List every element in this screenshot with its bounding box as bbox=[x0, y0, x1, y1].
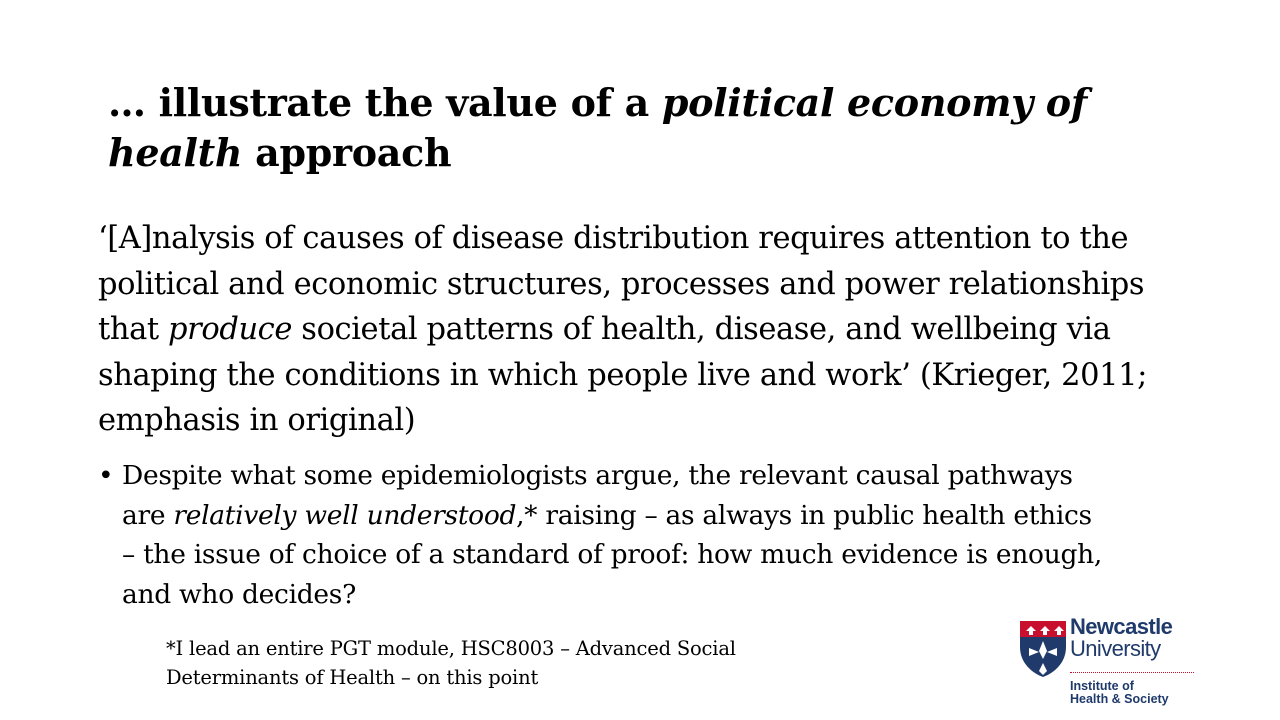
logo-institute-line-2: Health & Society bbox=[1070, 692, 1169, 706]
quote-text-1: ‘[A]nalysis of causes of disease distribution requires attention to the political and economic structures, processes and power relationships that bbox=[98, 221, 1145, 347]
quote-text-2: societal patterns of health, disease, and wellbeing via shaping the conditions in which people live and work’ (Krieger, 2011; emphasis in original) bbox=[98, 312, 1147, 438]
logo-divider bbox=[1070, 672, 1194, 673]
footnote-line-1: *I lead an entire PGT module, HSC8003 – Advanced Social bbox=[166, 637, 736, 660]
logo-institute bbox=[1070, 680, 1169, 706]
logo-wordmark bbox=[1070, 616, 1172, 660]
bullet-italic: relatively well understood bbox=[173, 499, 517, 531]
university-crest-icon bbox=[1018, 619, 1068, 679]
logo-line-1: Newcastle bbox=[1070, 614, 1173, 639]
title-text-2: approach bbox=[242, 130, 452, 175]
bullet-text-1: Despite what some epidemiologists argue, the relevant causal pathways are bbox=[122, 460, 1073, 531]
bullet-point bbox=[98, 456, 1108, 614]
logo-institute-line-1: Institute of bbox=[1070, 679, 1134, 693]
quote-italic: produce bbox=[168, 312, 293, 347]
university-logo bbox=[1018, 616, 1198, 710]
logo-line-2: University bbox=[1070, 636, 1161, 661]
bullet-text-2: ,* raising – as always in public health ethics – the issue of choice of a standard of proof: how much evidence is enough, and who decides? bbox=[122, 499, 1103, 610]
title-text-1: … illustrate the value of a bbox=[108, 80, 662, 125]
slide-title bbox=[108, 78, 1188, 178]
quote-paragraph bbox=[98, 216, 1213, 444]
bullet-marker: • bbox=[98, 460, 114, 491]
title-italic: political economy of health bbox=[108, 80, 1087, 175]
bullet-text bbox=[122, 456, 1108, 614]
footnote-line-2: Determinants of Health – on this point bbox=[166, 666, 539, 689]
footnote bbox=[166, 634, 846, 692]
